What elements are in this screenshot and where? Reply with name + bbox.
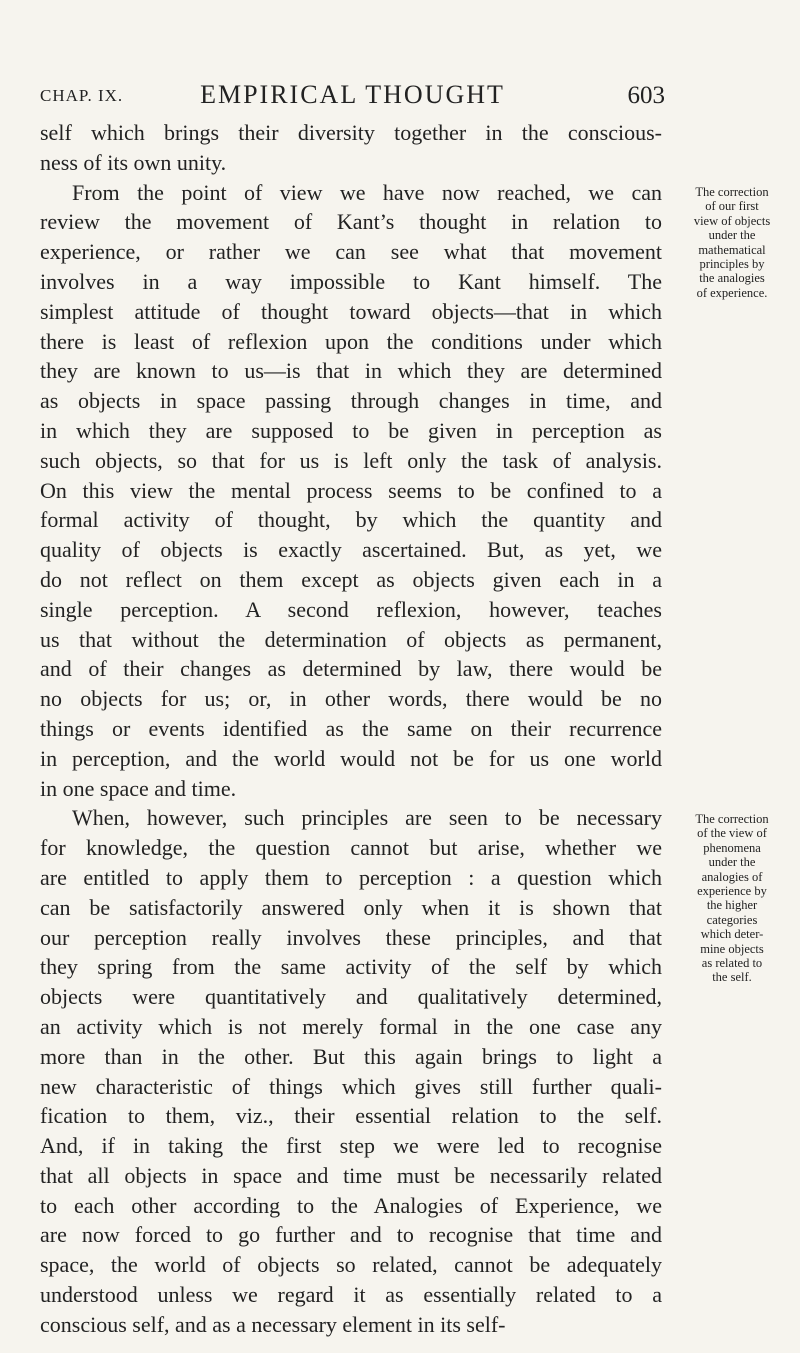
chapter-label: CHAP. IX. (40, 86, 124, 105)
text-line: do not reflect on them except as objects given each in a (40, 566, 662, 592)
text-line: us that without the determination of objects as permanent, (40, 626, 662, 652)
text-line: experience, or rather we can see what that movement (40, 239, 662, 265)
text-line: and of their changes as determined by law, there would be (40, 656, 662, 682)
text-line: formal activity of thought, by which the quantity and (40, 507, 662, 533)
body-text (40, 118, 662, 1340)
text-line: space, the world of objects so related, cannot be adequately (40, 1252, 662, 1278)
margin-note-line: categories (706, 912, 758, 927)
margin-note-line: mathematical (698, 242, 766, 257)
text-line: are entitled to apply them to perception : a question which (40, 864, 662, 890)
page-number: 603 (627, 82, 665, 109)
text-line: involves in a way impossible to Kant himself. The (40, 268, 662, 294)
text-line: for knowledge, the question cannot but arise, whether we (40, 835, 662, 861)
margin-note-line: under the (708, 228, 756, 243)
margin-note-line: the analogies (699, 271, 765, 286)
text-line: ness of its own unity. (40, 149, 227, 175)
margin-note-line: the self. (712, 970, 752, 985)
text-line: they are known to us—is that in which they are determined (40, 358, 662, 384)
margin-note-line: under the (708, 855, 756, 870)
margin-note-line: of experience. (696, 285, 768, 300)
text-line: there is least of reflexion upon the conditions under which (40, 328, 662, 354)
margin-note-line: The correction (695, 812, 769, 826)
text-line: quality of objects is exactly ascertained. But, as yet, we (40, 537, 662, 563)
text-line: self which brings their diversity together in the conscious- (40, 120, 662, 145)
text-line: more than in the other. But this again brings to light a (40, 1043, 662, 1069)
text-line: our perception really involves these principles, and that (40, 924, 662, 950)
text-line: review the movement of Kant’s thought in relation to (40, 209, 662, 235)
text-line: as objects in space passing through changes in time, and (40, 388, 662, 414)
margin-note-line: which deter- (700, 927, 764, 942)
text-line: in perception, and the world would not be for us one world (40, 745, 662, 771)
text-line: things or events identified as the same on their recurrence (40, 715, 662, 741)
text-line: From the point of view we have now reached, we can (72, 179, 662, 205)
text-line: simplest attitude of thought toward objects—that in which (40, 298, 662, 324)
text-line: no objects for us; or, in other words, there would be no (40, 686, 662, 712)
margin-note-line: as related to (701, 956, 763, 971)
text-line: to each other according to the Analogies of Experience, we (40, 1192, 662, 1218)
text-line: can be satisfactorily answered only when it is shown that (40, 894, 662, 920)
text-line: in one space and time. (40, 775, 237, 801)
text-line: On this view the mental process seems to be confined to a (40, 477, 662, 503)
text-line: are now forced to go further and to recognise that time and (40, 1222, 662, 1248)
text-line: fication to them, viz., their essential relation to the self. (40, 1103, 662, 1129)
text-line: objects were quantitatively and qualitatively determined, (40, 984, 662, 1010)
margin-note-line: of our first (705, 199, 759, 214)
margin-note-line: principles by (699, 257, 765, 272)
text-line: understood unless we regard it as essentially related to a (40, 1282, 662, 1308)
margin-note-line: phenomena (703, 840, 761, 855)
text-line: new characteristic of things which gives still further quali- (40, 1073, 662, 1099)
margin-note-1 (668, 185, 796, 300)
margin-note-line: mine objects (700, 941, 764, 956)
text-line: conscious self, and as a necessary element in its self- (40, 1311, 506, 1337)
margin-note-line: The correction (695, 185, 769, 199)
running-header (40, 80, 665, 120)
text-line: single perception. A second reflexion, however, teaches (40, 596, 662, 622)
margin-note-line: experience by (697, 884, 767, 899)
margin-note-line: view of objects (693, 213, 771, 228)
text-line: an activity which is not merely formal in the one case any (40, 1013, 662, 1039)
text-line: in which they are supposed to be given in perception as (40, 417, 662, 443)
text-line: such objects, so that for us is left only the task of analysis. (40, 447, 662, 473)
running-title: EMPIRICAL THOUGHT (200, 80, 505, 109)
margin-note-line: the higher (706, 898, 758, 913)
margin-note-line: analogies of (701, 869, 763, 884)
text-line: that all objects in space and time must be necessarily related (40, 1162, 662, 1188)
text-line: they spring from the same activity of the self by which (40, 954, 662, 980)
text-line: When, however, such principles are seen to be necessary (72, 805, 662, 831)
margin-note-line: of the view of (697, 826, 767, 841)
margin-note-2 (668, 812, 796, 985)
text-line: And, if in taking the first step we were led to recognise (40, 1133, 662, 1159)
